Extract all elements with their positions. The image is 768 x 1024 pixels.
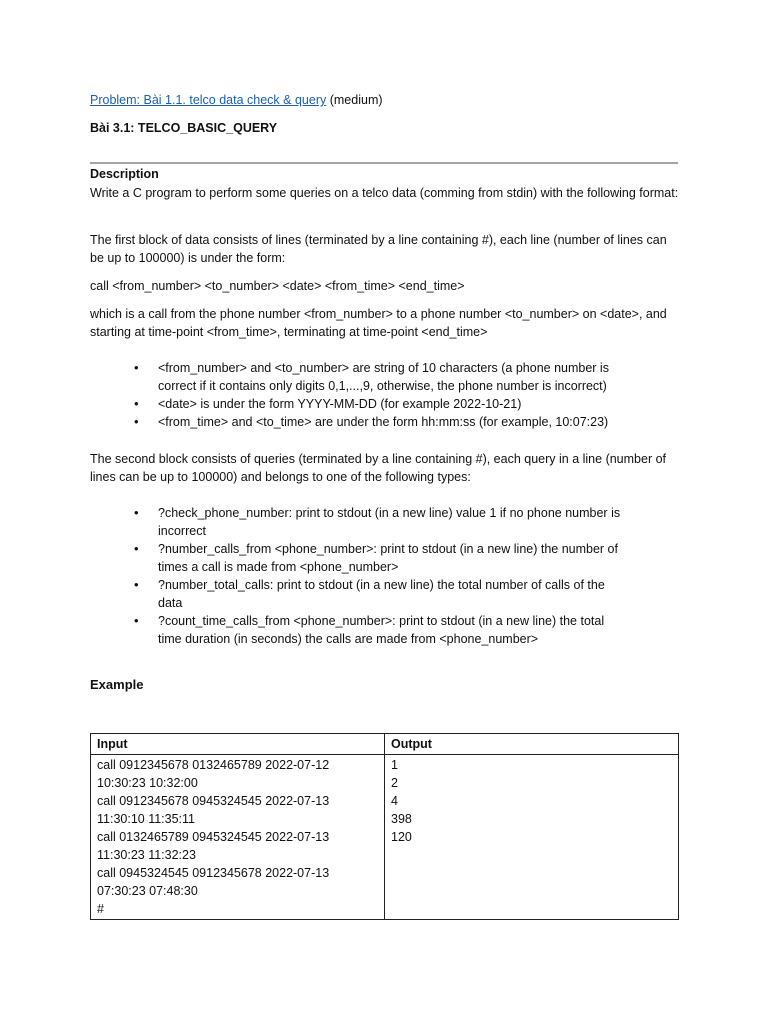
- list-item: • <from_time> and <to_time> are under the form hh:mm:ss (for example, 10:07:23): [90, 413, 630, 431]
- input-line: call 0912345678 0132465789 2022-07-12: [97, 758, 330, 772]
- output-line: 398: [391, 812, 412, 826]
- example-heading: Example: [90, 677, 144, 692]
- query-bullet-list: [90, 504, 630, 648]
- example-table: [90, 733, 679, 920]
- list-item: • <date> is under the form YYYY-MM-DD (for example 2022-10-21): [90, 395, 630, 413]
- output-cell: [385, 755, 679, 920]
- output-column-header: Output: [385, 734, 679, 755]
- table-header-row: [91, 734, 679, 755]
- table-row: [91, 755, 679, 920]
- input-line: call 0132465789 0945324545 2022-07-13: [97, 830, 330, 844]
- list-item: • ?count_time_calls_from <phone_number>: print to stdout (in a new line) the total time duration (in seconds) the calls are made from <phone_number>: [90, 612, 630, 648]
- problem-subtitle: Bài 3.1: TELCO_BASIC_QUERY: [90, 121, 278, 135]
- description-paragraph-4: which is a call from the phone number <from_number> to a phone number <to_number> on <date>, and starting at time-point <from_time>, terminating at time-point <end_time>: [90, 307, 667, 339]
- list-item: • ?number_total_calls: print to stdout (in a new line) the total number of calls of the data: [90, 576, 630, 612]
- input-line: 11:30:10 11:35:11: [97, 812, 196, 826]
- description-heading: Description: [90, 167, 159, 181]
- input-line: 11:30:23 11:32:23: [97, 848, 196, 862]
- call-format-line: call <from_number> <to_number> <date> <from_time> <end_time>: [90, 279, 465, 293]
- output-line: 2: [391, 776, 398, 790]
- input-line: call 0945324545 0912345678 2022-07-13: [97, 866, 330, 880]
- section-divider: [90, 162, 678, 164]
- input-column-header: Input: [91, 734, 385, 755]
- input-line: 07:30:23 07:48:30: [97, 884, 198, 898]
- list-item: • ?number_calls_from <phone_number>: print to stdout (in a new line) the number of times a call is made from <phone_number>: [90, 540, 630, 576]
- input-line: #: [97, 902, 104, 916]
- problem-link[interactable]: Problem: Bài 1.1. telco data check & query: [90, 93, 327, 107]
- description-paragraph-5: The second block consists of queries (terminated by a line containing #), each query in a line (number of lines can be up to 100000) and belongs to one of the following types:: [90, 452, 667, 484]
- list-item: • ?check_phone_number: print to stdout (in a new line) value 1 if no phone number is incorrect: [90, 504, 630, 540]
- format-bullet-list: [90, 359, 630, 431]
- problem-header: [90, 93, 383, 107]
- difficulty-label: (medium): [329, 93, 383, 107]
- output-line: 1: [391, 758, 398, 772]
- input-cell: [91, 755, 385, 920]
- input-line: 10:30:23 10:32:00: [97, 776, 198, 790]
- description-paragraph-1: Write a C program to perform some queries on a telco data (comming from stdin) with the following format:: [90, 186, 679, 200]
- output-line: 120: [391, 830, 412, 844]
- description-paragraph-2: The first block of data consists of lines (terminated by a line containing #), each line (number of lines can be up to 100000) is under the form:: [90, 233, 667, 265]
- list-item: • <from_number> and <to_number> are string of 10 characters (a phone number is correct if it contains only digits 0,1,...,9, otherwise, the phone number is incorrect): [90, 359, 630, 395]
- output-line: 4: [391, 794, 398, 808]
- input-line: call 0912345678 0945324545 2022-07-13: [97, 794, 330, 808]
